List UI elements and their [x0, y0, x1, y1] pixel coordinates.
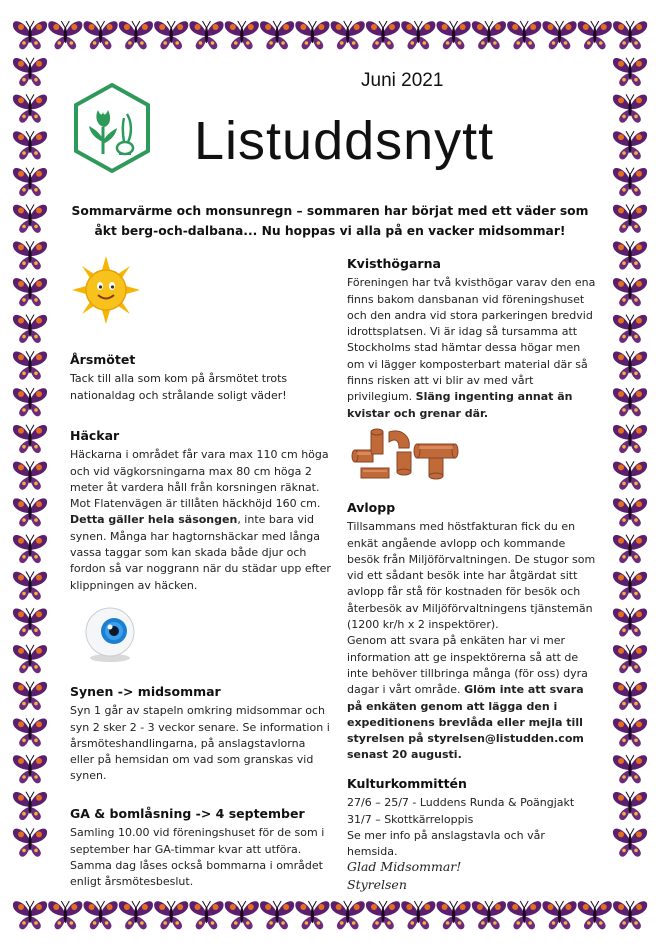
butterfly-icon [13, 21, 47, 49]
butterfly-icon [613, 388, 647, 416]
butterfly-icon [13, 94, 47, 122]
butterfly-icon [13, 828, 47, 856]
butterfly-icon [472, 21, 506, 49]
issue-date: Juni 2021 [361, 70, 444, 91]
butterfly-icon [613, 792, 647, 820]
butterfly-icon [437, 21, 471, 49]
butterfly-icon [613, 278, 647, 306]
butterfly-icon [84, 901, 118, 929]
butterfly-icon [13, 682, 47, 710]
butterfly-icon [48, 21, 82, 49]
butterfly-icon [84, 21, 118, 49]
kultur-line-3: Se mer info på anslagstavla och vår hemsida. [347, 828, 545, 859]
intro-text [60, 201, 600, 241]
newsletter-title: Listuddsnytt [194, 111, 495, 171]
butterfly-icon [13, 498, 47, 526]
butterfly-icon [613, 205, 647, 233]
butterfly-icon [613, 682, 647, 710]
section-arsmotet [70, 352, 332, 404]
butterfly-icon [13, 901, 47, 929]
synen-body: Syn 1 går av stapeln omkring midsommar och syn 2 sker 2 - 3 veckor senare. Se information i årsmöteshandlingarna, på anslagstavlorna eller på hemsidan om vad som granskas vid synen. [70, 704, 330, 783]
arsmotet-body: Tack till alla som kom på årsmötet trots nationaldag och strålande soligt väder! [70, 372, 288, 402]
sun-icon [70, 254, 142, 326]
butterfly-icon [613, 168, 647, 196]
butterfly-icon [366, 901, 400, 929]
butterfly-icon [13, 425, 47, 453]
butterfly-icon [225, 901, 259, 929]
butterfly-icon [119, 21, 153, 49]
butterfly-icon [401, 901, 435, 929]
butterfly-icon [578, 21, 612, 49]
butterfly-icon [13, 58, 47, 86]
pipes-icon [349, 422, 461, 482]
intro-line-2: åkt berg-och-dalbana... Nu hoppas vi alla på en vacker midsommar! [94, 224, 566, 238]
butterfly-icon [613, 608, 647, 636]
butterfly-icon [331, 901, 365, 929]
butterfly-icon [613, 572, 647, 600]
kultur-line-1: 27/6 – 25/7 - Luddens Runda & Poängjakt [347, 796, 575, 810]
hackar-body [70, 447, 332, 594]
butterfly-icon [260, 21, 294, 49]
hackar-body-part1: Häckarna i området får vara max 110 cm höga och vid vägkorsningarna max 80 cm höga 2 meter åt vardera håll från korsningen räknat. Mot Flatenvägen är tillåten häckhöjd 160 cm. [70, 448, 329, 511]
butterfly-icon [189, 901, 223, 929]
avlopp-heading: Avlopp [347, 500, 396, 515]
avlopp-body-2-bold: Glöm inte att svara på enkäten genom att lägga den i expeditionens brevlåda eller mejla till styrelsen på styrelsen@listudden.com senast 20 augusti. [347, 683, 584, 762]
butterfly-icon [119, 901, 153, 929]
ga-heading: GA & bomlåsning -> 4 september [70, 806, 305, 821]
butterfly-icon [613, 828, 647, 856]
section-kvist [347, 256, 597, 422]
eye-icon [80, 604, 140, 664]
kvist-heading: Kvisthögarna [347, 256, 441, 271]
intro-line-1: Sommarvärme och monsunregn – sommaren har börjat med ett väder som [71, 204, 589, 218]
butterfly-icon [13, 388, 47, 416]
butterfly-icon [542, 901, 576, 929]
butterfly-icon [613, 645, 647, 673]
butterfly-icon [295, 21, 329, 49]
kvist-body-bold: Släng ingenting annat än kvistar och grenar där. [347, 390, 573, 420]
butterfly-icon [613, 131, 647, 159]
butterfly-icon [13, 315, 47, 343]
butterfly-icon [613, 755, 647, 783]
butterfly-icon [613, 241, 647, 269]
butterfly-icon [613, 535, 647, 563]
butterfly-icon [13, 351, 47, 379]
closing-signature: Styrelsen [347, 877, 407, 892]
section-synen [70, 684, 332, 785]
butterfly-icon [578, 901, 612, 929]
butterfly-icon [331, 21, 365, 49]
newsletter-page [60, 58, 600, 894]
butterfly-icon [13, 535, 47, 563]
butterfly-icon [13, 608, 47, 636]
butterfly-icon [507, 21, 541, 49]
avlopp-body-2 [347, 633, 597, 763]
butterfly-icon [13, 572, 47, 600]
butterfly-icon [225, 21, 259, 49]
section-hackar [70, 428, 332, 594]
butterfly-icon [48, 901, 82, 929]
butterfly-icon [613, 425, 647, 453]
butterfly-icon [260, 901, 294, 929]
section-avlopp [347, 500, 597, 764]
butterfly-icon [472, 901, 506, 929]
butterfly-icon [613, 94, 647, 122]
ga-body: Samling 10.00 vid föreningshuset för de som i september har GA-timmar kvar att utföra. Samma dag låses också bommarna i området enligt årsmötesbeslut. [70, 826, 325, 889]
butterfly-icon [154, 21, 188, 49]
butterfly-icon [13, 131, 47, 159]
butterfly-icon [401, 21, 435, 49]
butterfly-icon [613, 21, 647, 49]
hackar-body-part2: , inte bara vid synen. Många har hagtornshäckar med långa vassa taggar som kan skada både djur och fordon så var noggrann när du städar upp efter klippningen av häcken. [70, 513, 331, 592]
closing-greeting: Glad Midsommar! [347, 859, 462, 874]
butterfly-icon [13, 755, 47, 783]
butterfly-icon [13, 241, 47, 269]
synen-heading: Synen -> midsommar [70, 684, 221, 699]
butterfly-icon [13, 168, 47, 196]
butterfly-icon [13, 205, 47, 233]
butterfly-icon [507, 901, 541, 929]
butterfly-icon [13, 718, 47, 746]
kvist-body-text: Föreningen har två kvisthögar varav den ena finns bakom dansbanan vid föreningshuset och den andra vid stora parkeringen bredvid idrottsplatsen. Vi är idag så tursamma att Stockholms stad hämtar dessa högar men om vi lägger komposterbart material där så finns risken att vi blir av med vårt privilegium. [347, 276, 596, 404]
butterfly-icon [613, 315, 647, 343]
section-ga [70, 806, 332, 890]
butterfly-icon [13, 461, 47, 489]
butterfly-icon [613, 498, 647, 526]
butterfly-icon [13, 792, 47, 820]
butterfly-icon [295, 901, 329, 929]
hackar-heading: Häckar [70, 428, 120, 443]
butterfly-icon [366, 21, 400, 49]
kultur-line-2: 31/7 – Skottkärreloppis [347, 812, 474, 826]
butterfly-icon [189, 21, 223, 49]
arsmotet-heading: Årsmötet [70, 352, 136, 367]
kultur-heading: Kulturkommittén [347, 776, 467, 791]
hackar-body-bold: Detta gäller hela säsongen [70, 513, 238, 527]
butterfly-icon [542, 21, 576, 49]
butterfly-icon [13, 645, 47, 673]
section-kultur [347, 776, 597, 860]
butterfly-icon [437, 901, 471, 929]
butterfly-icon [613, 461, 647, 489]
tulip-logo-icon [72, 82, 152, 174]
kvist-body [347, 275, 597, 422]
butterfly-icon [154, 901, 188, 929]
butterfly-icon [13, 278, 47, 306]
avlopp-body-1: Tillsammans med höstfakturan fick du en enkät angående avlopp och kommande besök från Miljöförvaltningen. De stugor som vid ett sådant besök inte har åtgärdat sitt avlopp får stå för kostnaden för besök och återbesök av Miljöförvaltningens tjänstemän (1200 kr/h x 2 inspektörer). [347, 520, 596, 632]
butterfly-icon [613, 901, 647, 929]
butterfly-icon [613, 718, 647, 746]
avlopp-body-2-text: Genom att svara på enkäten har vi mer information att ge inspektörerna så att de inte behöver tillbringa många (för oss) dyra dagar i vårt område. [347, 634, 588, 697]
butterfly-icon [613, 351, 647, 379]
closing [347, 858, 597, 894]
butterfly-icon [613, 58, 647, 86]
